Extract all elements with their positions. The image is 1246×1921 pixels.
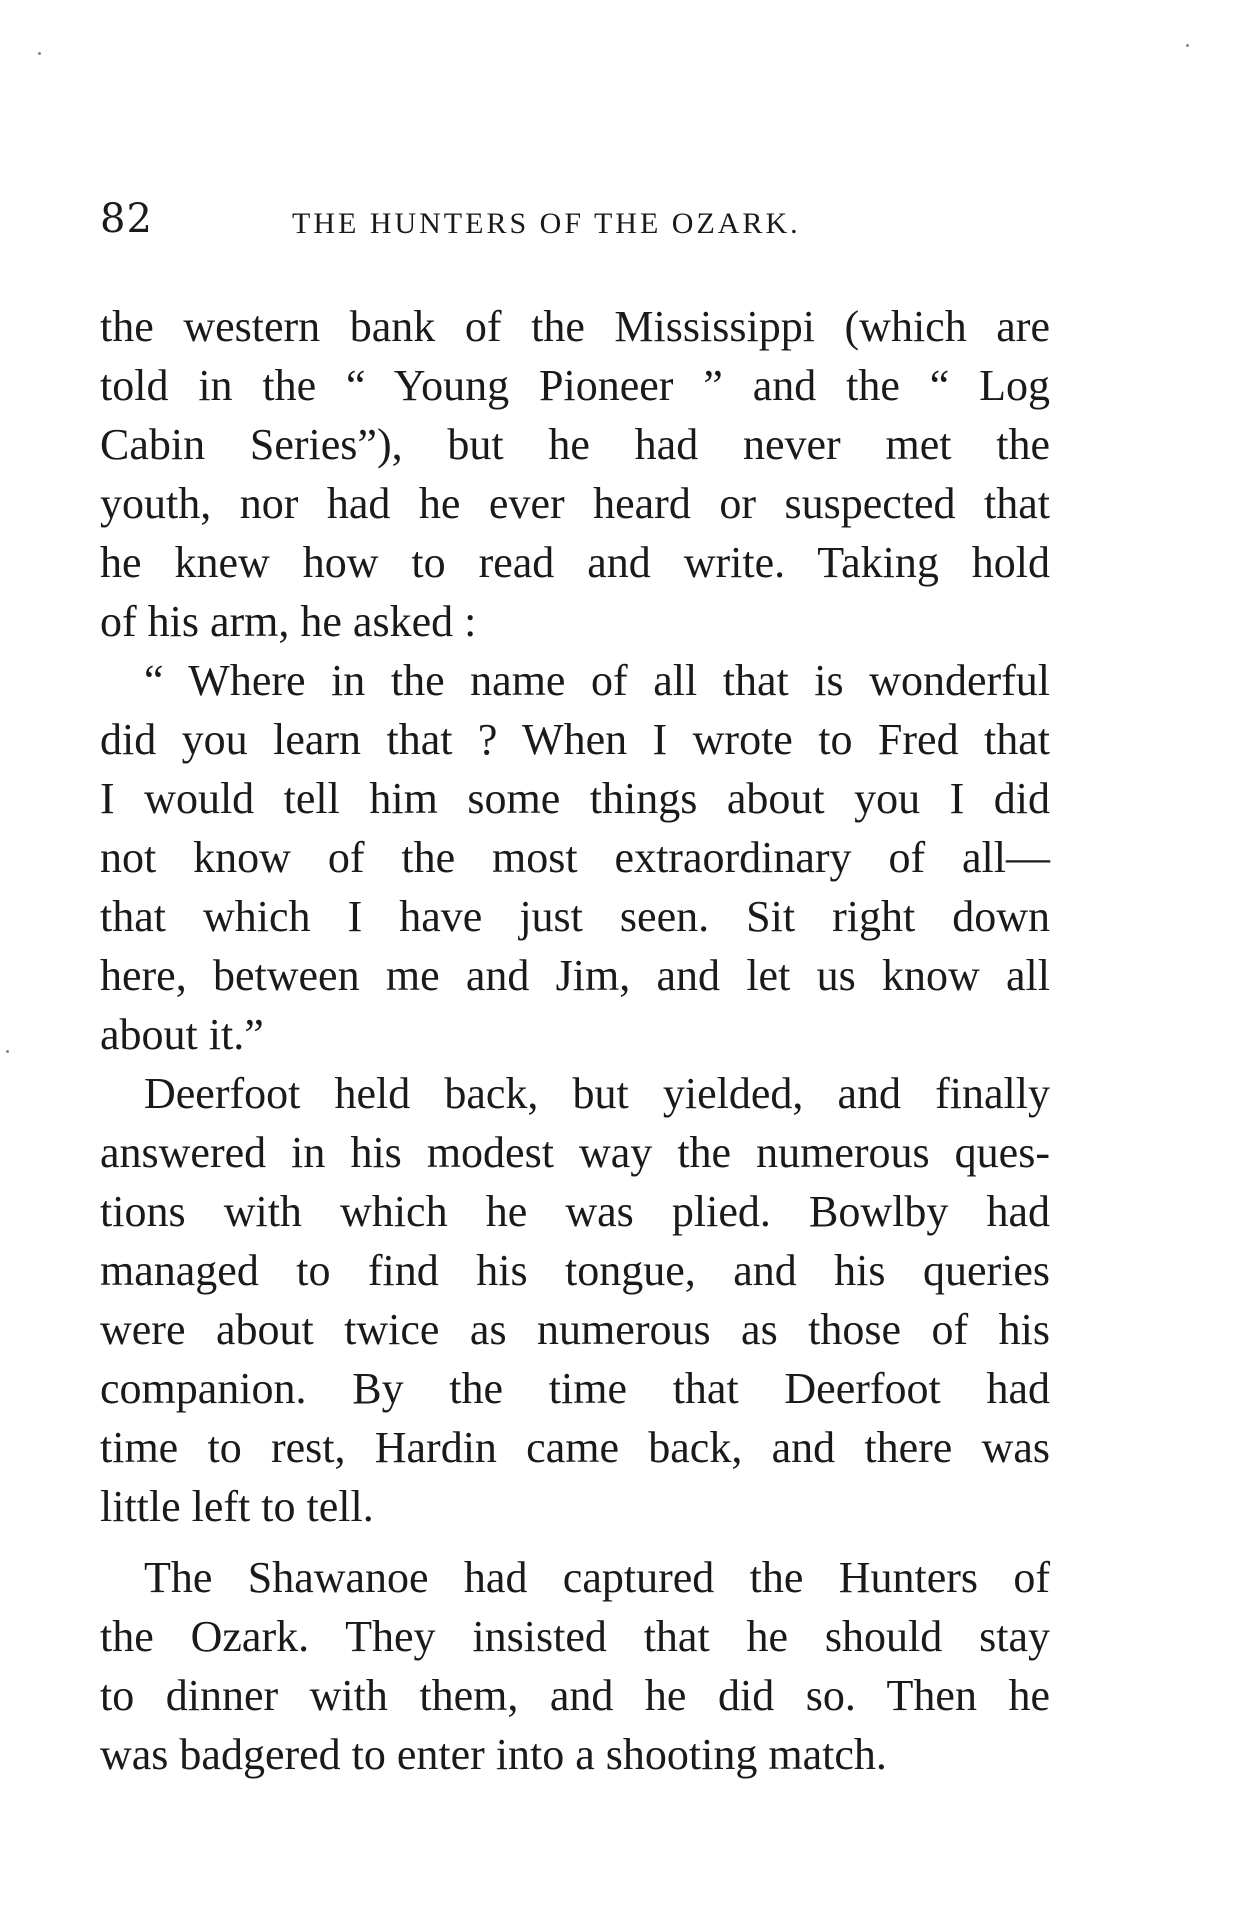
text-line: the western bank of the Mississippi (which are (100, 302, 1050, 351)
text-line: “ Where in the name of all that is wonderful (144, 656, 1050, 705)
text-line: the Ozark. They insisted that he should stay (100, 1612, 1050, 1661)
text-line: were about twice as numerous as those of his (100, 1305, 1050, 1354)
running-title: THE HUNTERS OF THE OZARK. (292, 207, 801, 240)
text-line: tions with which he was plied. Bowlby had (100, 1187, 1050, 1236)
page-number: 82 (100, 196, 153, 242)
text-line: told in the “ Young Pioneer ” and the “ Log (100, 361, 1050, 410)
text-line: was badgered to enter into a shooting match. (100, 1730, 887, 1779)
paper-speck (1186, 44, 1189, 47)
text-line: about it.” (100, 1010, 264, 1059)
paragraph-gap (100, 1536, 1050, 1548)
text-line: he knew how to read and write. Taking hold (100, 538, 1050, 587)
paragraph (100, 297, 1050, 651)
text-line: not know of the most extraordinary of all— (100, 833, 1050, 882)
text-line: Deerfoot held back, but yielded, and finally (144, 1069, 1050, 1118)
text-line: little left to tell. (100, 1482, 374, 1531)
text-line: answered in his modest way the numerous ques- (100, 1128, 1050, 1177)
body-text (100, 297, 1050, 1784)
paragraph (100, 1064, 1050, 1536)
text-line: managed to find his tongue, and his queries (100, 1246, 1050, 1295)
text-line: youth, nor had he ever heard or suspected that (100, 479, 1050, 528)
text-line: of his arm, he asked : (100, 597, 477, 646)
text-line: Cabin Series”), but he had never met the (100, 420, 1050, 469)
text-line: that which I have just seen. Sit right down (100, 892, 1050, 941)
paper-speck (38, 52, 41, 55)
text-line: here, between me and Jim, and let us know all (100, 951, 1050, 1000)
paper-speck (6, 1050, 9, 1053)
text-line: companion. By the time that Deerfoot had (100, 1364, 1050, 1413)
text-line: The Shawanoe had captured the Hunters of (144, 1553, 1050, 1602)
text-line: to dinner with them, and he did so. Then he (100, 1671, 1050, 1720)
paragraph (100, 651, 1050, 1064)
text-line: I would tell him some things about you I did (100, 774, 1050, 823)
text-line: time to rest, Hardin came back, and there was (100, 1423, 1050, 1472)
page-header (100, 196, 1050, 256)
paragraph (100, 1548, 1050, 1784)
text-line: did you learn that ? When I wrote to Fred that (100, 715, 1050, 764)
